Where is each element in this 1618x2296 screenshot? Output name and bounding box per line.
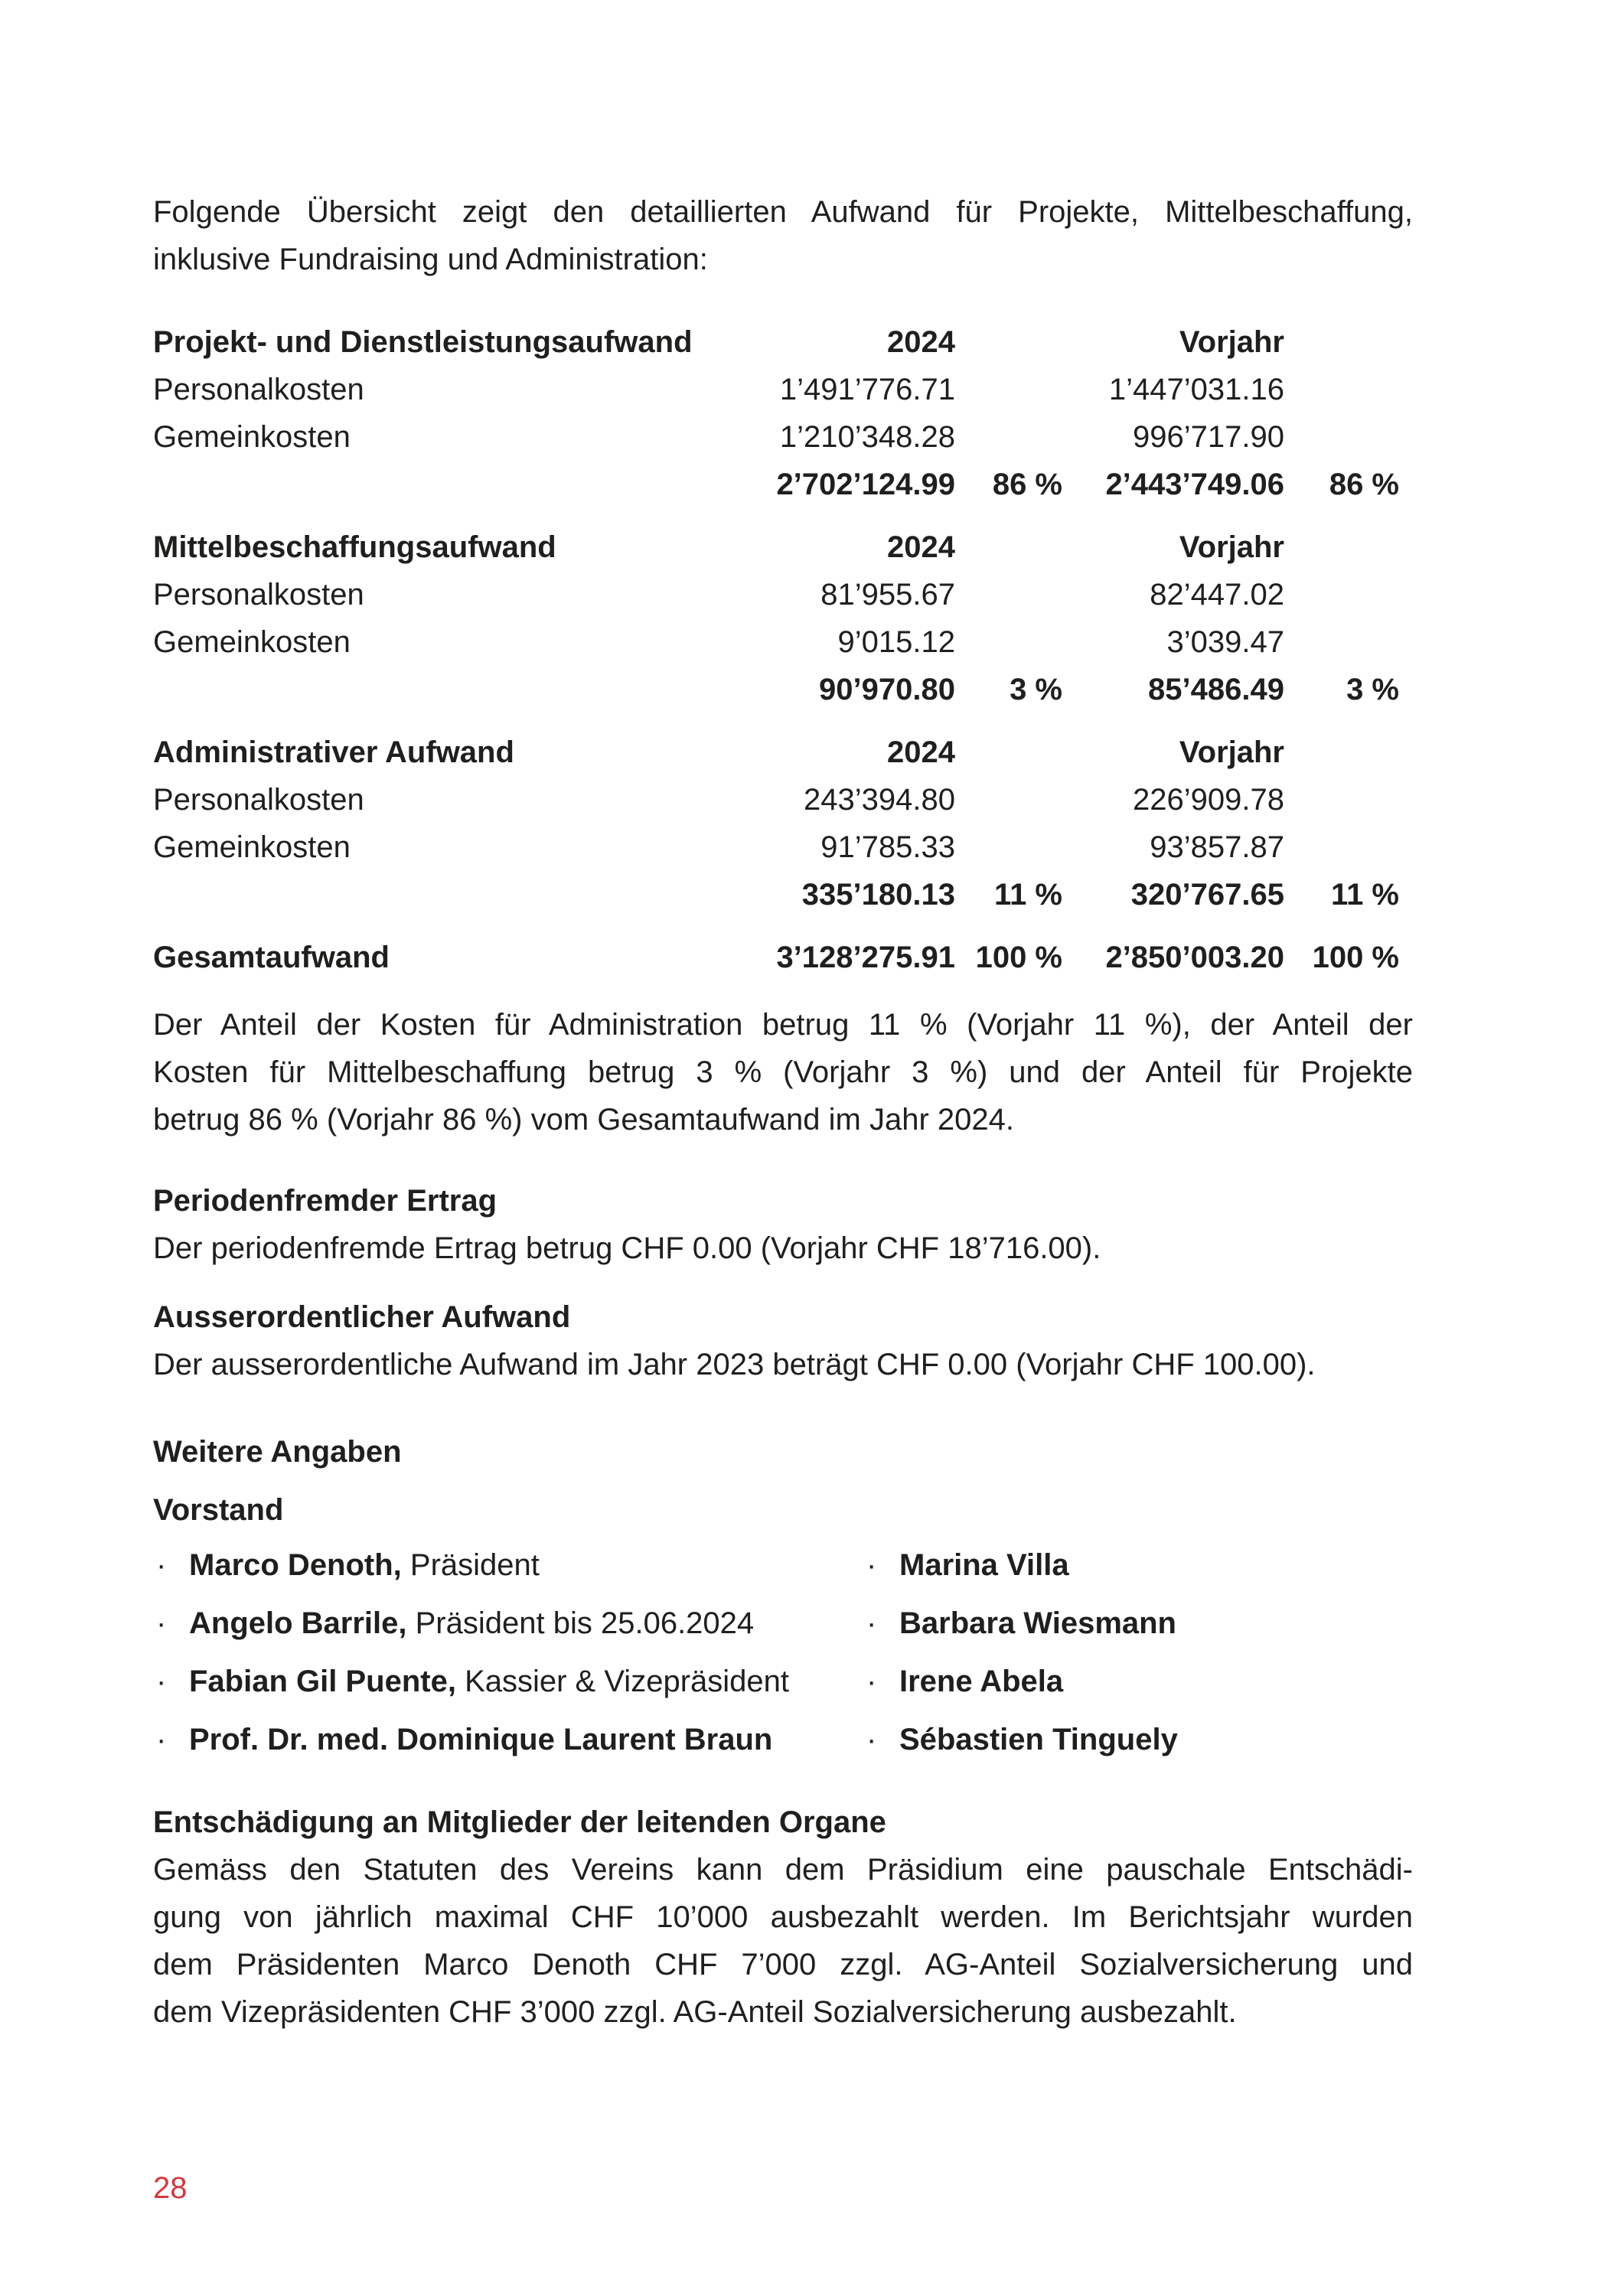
member-name: Angelo Barrile, (189, 1606, 407, 1640)
row-pct-2024 (955, 571, 1062, 618)
vorstand-heading: Vorstand (153, 1493, 284, 1527)
paragraph-line: gung von jährlich maximal CHF 10’000 ausbezahlt werden. Im Berichtsjahr wurden (153, 1900, 1413, 1934)
gesamtaufwand-row (153, 934, 1413, 981)
bullet-icon: · (156, 1548, 167, 1582)
row-value-vorjahr: 1’447’031.16 (1108, 373, 1284, 406)
col-header-spacer (955, 318, 1062, 366)
row-pct-2024 (955, 823, 1062, 871)
total-label (153, 666, 760, 713)
total-pct-vorjahr: 86 % (1329, 468, 1399, 501)
section-periodenfremder-ertrag (153, 1177, 1413, 1272)
bullet-icon: · (866, 1723, 877, 1756)
intro-line: Folgende Übersicht zeigt den detaillierten Aufwand für Projekte, Mittelbeschaffung, (153, 195, 1413, 229)
total-value-2024: 335’180.13 (801, 878, 955, 912)
section-entschaedigung (153, 1799, 1413, 2036)
row-pct-2024 (955, 618, 1062, 666)
section-heading: Entschädigung an Mitglieder der leitenden Organe (153, 1805, 886, 1839)
bullet-icon: · (156, 1723, 167, 1756)
paragraph-line: Der Anteil der Kosten für Administration betrug 11 % (Vorjahr 11 %), der Anteil der (153, 1008, 1413, 1042)
bullet-icon: · (156, 1606, 167, 1640)
table-header-row (153, 523, 1413, 571)
col-header-spacer (955, 523, 1062, 571)
gesamtaufwand-pct-2024: 100 % (975, 941, 1062, 974)
gesamtaufwand-label: Gesamtaufwand (153, 941, 390, 974)
member-name: Barbara Wiesmann (899, 1606, 1176, 1640)
member-name: Sébastien Tinguely (899, 1723, 1178, 1756)
member-text (899, 1600, 1176, 1647)
total-value-vorjahr: 2’443’749.06 (1105, 468, 1284, 501)
entschaedigung-paragraph (153, 1846, 1413, 2036)
row-pct-vorjahr (1284, 776, 1399, 823)
anteil-paragraph (153, 1001, 1413, 1143)
member-text (899, 1541, 1069, 1589)
col-header-spacer (1284, 318, 1399, 366)
member-text (189, 1541, 540, 1589)
row-label: Gemeinkosten (153, 420, 351, 454)
row-pct-vorjahr (1284, 413, 1399, 461)
total-value-vorjahr: 85’486.49 (1148, 673, 1284, 706)
member-name: Prof. Dr. med. Dominique Laurent Braun (189, 1723, 773, 1756)
table-row (153, 776, 1413, 823)
table-total-row (153, 871, 1413, 918)
member-text (899, 1716, 1178, 1763)
section-body: Der ausserordentliche Aufwand im Jahr 2023 beträgt CHF 0.00 (Vorjahr CHF 100.00). (153, 1348, 1316, 1381)
total-pct-vorjahr: 11 % (1331, 878, 1399, 912)
member-name: Marco Denoth, (189, 1548, 402, 1582)
section-heading: Periodenfremder Ertrag (153, 1184, 497, 1218)
table-total-row (153, 461, 1413, 508)
table-row (153, 823, 1413, 871)
col-header-spacer (955, 729, 1062, 776)
member-role: Präsident (401, 1548, 540, 1582)
total-value-2024: 90’970.80 (819, 673, 955, 706)
row-pct-2024 (955, 366, 1062, 413)
table-header-row (153, 729, 1413, 776)
row-pct-vorjahr (1284, 366, 1399, 413)
member-text (189, 1658, 789, 1705)
table-mittelbeschaffungsaufwand (153, 523, 1413, 713)
paragraph-line: betrug 86 % (Vorjahr 86 %) vom Gesamtaufwand im Jahr 2024. (153, 1103, 1014, 1137)
bullet-icon: · (866, 1548, 877, 1582)
table-row (153, 413, 1413, 461)
table-row (153, 366, 1413, 413)
table-title: Projekt- und Dienstleistungsaufwand (153, 325, 693, 359)
table-header-row (153, 318, 1413, 366)
paragraph-line: dem Vizepräsidenten CHF 3’000 zzgl. AG-Anteil Sozialversicherung ausbezahlt. (153, 1995, 1237, 2029)
table-row (153, 571, 1413, 618)
row-value-vorjahr: 93’857.87 (1150, 830, 1284, 864)
row-value-vorjahr: 3’039.47 (1166, 625, 1284, 659)
member-text (899, 1658, 1063, 1705)
col-header-2024: 2024 (887, 735, 955, 769)
total-pct-2024: 86 % (992, 468, 1062, 501)
section-body: Der periodenfremde Ertrag betrug CHF 0.00 (Vorjahr CHF 18’716.00). (153, 1231, 1101, 1265)
member-name: Marina Villa (899, 1548, 1069, 1582)
vorstand-member (863, 1541, 1413, 1589)
vorstand-list (153, 1541, 1413, 1763)
row-label: Personalkosten (153, 578, 364, 612)
member-role: Kassier & Vizepräsident (455, 1665, 789, 1698)
row-value-2024: 1’491’776.71 (779, 373, 955, 406)
col-header-2024: 2024 (887, 530, 955, 564)
col-header-vorjahr: Vorjahr (1179, 325, 1284, 359)
member-name: Irene Abela (899, 1665, 1064, 1698)
table-administrativer-aufwand (153, 729, 1413, 918)
table-title: Mittelbeschaffungsaufwand (153, 530, 556, 564)
member-role: Präsident bis 25.06.2024 (406, 1606, 755, 1640)
row-value-2024: 91’785.33 (820, 830, 955, 864)
row-pct-2024 (955, 776, 1062, 823)
member-text (189, 1716, 772, 1763)
vorstand-member (153, 1658, 863, 1705)
col-header-vorjahr: Vorjahr (1179, 530, 1284, 564)
row-value-2024: 1’210’348.28 (779, 420, 955, 454)
row-pct-2024 (955, 413, 1062, 461)
row-label: Personalkosten (153, 373, 364, 406)
row-value-2024: 81’955.67 (820, 578, 955, 612)
vorstand-member (863, 1600, 1413, 1647)
row-label: Gemeinkosten (153, 830, 351, 864)
table-title: Administrativer Aufwand (153, 735, 514, 769)
vorstand-member (153, 1600, 863, 1647)
vorstand-member (153, 1716, 863, 1763)
row-value-vorjahr: 996’717.90 (1133, 420, 1284, 454)
gesamtaufwand-2024: 3’128’275.91 (776, 941, 955, 974)
vorstand-member (863, 1658, 1413, 1705)
col-header-2024: 2024 (887, 325, 955, 359)
row-pct-vorjahr (1284, 823, 1399, 871)
gesamtaufwand-pct-vorjahr: 100 % (1312, 941, 1399, 974)
vorstand-member (863, 1716, 1413, 1763)
total-pct-2024: 3 % (1010, 673, 1062, 706)
total-value-2024: 2’702’124.99 (776, 468, 955, 501)
intro-line: inklusive Fundraising und Administration: (153, 243, 708, 276)
total-value-vorjahr: 320’767.65 (1130, 878, 1284, 912)
section-ausserordentlicher-aufwand (153, 1293, 1413, 1388)
paragraph-line: Gemäss den Statuten des Vereins kann dem Präsidium eine pauschale Entschädi- (153, 1853, 1413, 1887)
table-row (153, 618, 1413, 666)
row-label: Personalkosten (153, 783, 364, 817)
row-label: Gemeinkosten (153, 625, 351, 659)
total-pct-vorjahr: 3 % (1346, 673, 1399, 706)
section-heading: Ausserordentlicher Aufwand (153, 1300, 571, 1334)
gesamtaufwand-vorjahr: 2’850’003.20 (1105, 941, 1284, 974)
total-label (153, 461, 760, 508)
bullet-icon: · (156, 1665, 167, 1698)
col-header-vorjahr: Vorjahr (1179, 735, 1284, 769)
row-value-vorjahr: 82’447.02 (1150, 578, 1284, 612)
bullet-icon: · (866, 1606, 877, 1640)
member-text (189, 1600, 754, 1647)
paragraph-line: dem Präsidenten Marco Denoth CHF 7’000 zzgl. AG-Anteil Sozialversicherung und (153, 1948, 1413, 1981)
intro-paragraph (153, 188, 1413, 283)
total-pct-2024: 11 % (994, 878, 1062, 912)
bullet-icon: · (866, 1665, 877, 1698)
col-header-spacer (1284, 523, 1399, 571)
page-number: 28 (153, 2171, 188, 2205)
col-header-spacer (1284, 729, 1399, 776)
row-pct-vorjahr (1284, 618, 1399, 666)
row-pct-vorjahr (1284, 571, 1399, 618)
row-value-vorjahr: 226’909.78 (1133, 783, 1284, 817)
total-label (153, 871, 760, 918)
table-projekt-dienstleistungsaufwand (153, 318, 1413, 508)
table-total-row (153, 666, 1413, 713)
vorstand-member (153, 1541, 863, 1589)
row-value-2024: 243’394.80 (804, 783, 955, 817)
paragraph-line: Kosten für Mittelbeschaffung betrug 3 % (Vorjahr 3 %) und der Anteil für Projekte (153, 1055, 1413, 1089)
member-name: Fabian Gil Puente, (189, 1665, 456, 1698)
weitere-angaben-heading: Weitere Angaben (153, 1435, 402, 1469)
row-value-2024: 9’015.12 (837, 625, 955, 659)
